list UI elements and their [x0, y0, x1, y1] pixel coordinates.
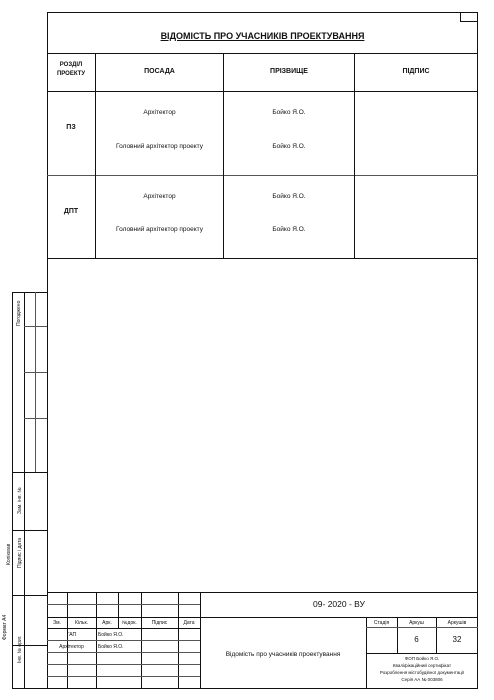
sheets-label: Аркушів	[447, 620, 467, 626]
header-position: ПОСАДА	[144, 68, 175, 75]
row-surname: Бойко Я.О.	[272, 143, 306, 150]
col-signature: Підпис	[151, 620, 168, 626]
person-role: ГАП	[66, 632, 77, 638]
stage-label: Стадія	[373, 620, 390, 626]
header-signature: ПІДПИС	[402, 68, 430, 75]
row-position: Головний архітектор проекту	[116, 226, 203, 233]
col-sheet: Арк.	[102, 620, 112, 626]
inv-orig-label: Інв. № ориг.	[17, 635, 23, 663]
col-date: Дата	[183, 620, 195, 626]
company-line: Кваліфікаційний сертифікат	[392, 663, 452, 668]
doc-name: Відомість про учасників проектування	[225, 651, 341, 658]
company-line: Серія АА № 003806	[401, 677, 443, 682]
col-doc: №док.	[122, 620, 137, 626]
row-position: Архітектор	[143, 109, 176, 116]
header-section: РОЗДІЛ ПРОЕКТУ	[56, 62, 86, 77]
document-title: ВІДОМІСТЬ ПРО УЧАСНИКІВ ПРОЕКТУВАННЯ	[160, 31, 365, 41]
header-surname: ПРІЗВИЩЕ	[270, 68, 308, 75]
project-code: 09- 2020 - ВУ	[313, 599, 365, 609]
person-role: Архітектор	[59, 644, 84, 650]
col-change: Зм.	[53, 620, 61, 626]
row-surname: Бойко Я.О.	[272, 109, 306, 116]
person-name: Бойко Я.О.	[98, 644, 124, 650]
col-qty: Кільк.	[74, 620, 89, 626]
agreed-label: Погоджено	[16, 300, 22, 326]
row-position: Архітектор	[143, 193, 176, 200]
copied-label: Копіював	[6, 543, 12, 565]
row-section: ПЗ	[66, 124, 76, 131]
company-line: ФОП Бойко Я.О.	[404, 656, 440, 661]
sheet-number: 6	[414, 635, 419, 644]
person-name: Бойко Я.О.	[98, 632, 124, 638]
inv-replace-label: Зам. інв. №	[17, 487, 23, 514]
sheets-total: 32	[452, 635, 462, 644]
row-surname: Бойко Я.О.	[272, 193, 306, 200]
row-surname: Бойко Я.О.	[272, 226, 306, 233]
sign-date-label: Підпис і дата	[17, 537, 23, 568]
format-label: Формат А4	[2, 614, 8, 640]
company-line: Розроблення містобудівної документації	[379, 670, 465, 675]
row-position: Головний архітектор проекту	[116, 143, 203, 150]
row-section: ДПТ	[63, 208, 79, 215]
sheet-label: Аркуш	[409, 620, 424, 626]
